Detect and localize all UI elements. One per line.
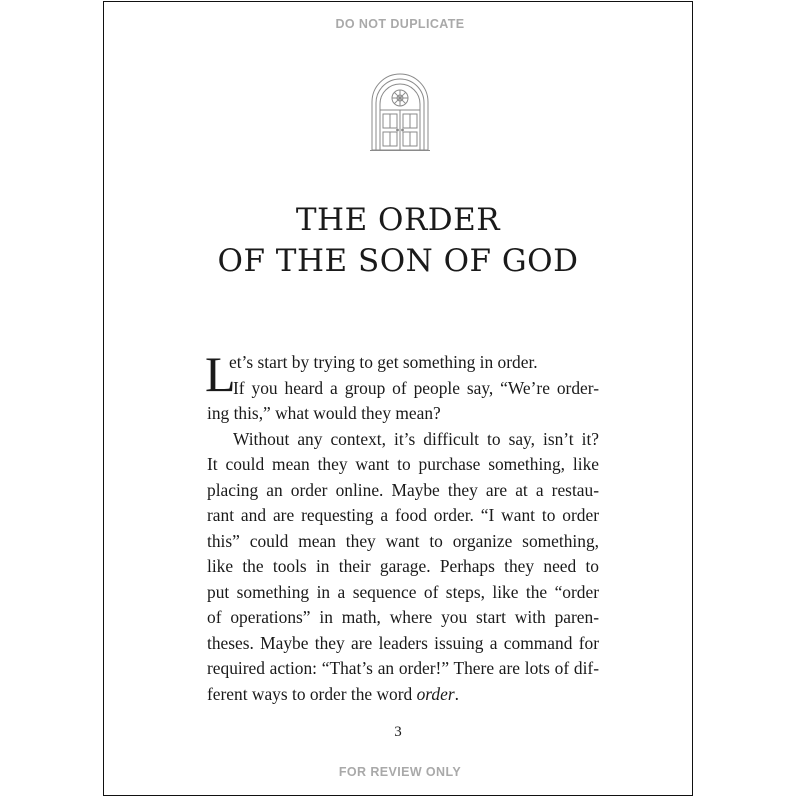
chapter-body-text bbox=[205, 346, 599, 707]
body-line: this” could mean they want to organize something, bbox=[207, 530, 599, 551]
italic-word: order bbox=[416, 683, 455, 704]
body-line: required action: “That’s an order!” There are lots of dif- bbox=[207, 658, 599, 678]
body-line: of operations” in math, where you start with paren- bbox=[207, 607, 599, 627]
body-line: like the tools in their garage. Perhaps they need to bbox=[207, 556, 599, 576]
body-line: placing an order online. Maybe they are at a restau- bbox=[207, 479, 599, 500]
body-line-text: . bbox=[454, 683, 459, 704]
arched-church-door-icon bbox=[368, 70, 432, 152]
body-line: theses. Maybe they are leaders issuing a command for bbox=[207, 632, 599, 653]
chapter-title bbox=[103, 200, 693, 282]
body-line: rant and are requesting a food order. “I want to order bbox=[207, 505, 599, 525]
body-line: put something in a sequence of steps, like the “order bbox=[207, 581, 599, 602]
body-line-last bbox=[207, 682, 599, 708]
chapter-title-line-2: OF THE SON OF GOD bbox=[217, 243, 579, 279]
page-number: 3 bbox=[394, 724, 402, 740]
body-line: Without any context, it’s difficult to say, isn’t it? bbox=[233, 428, 599, 449]
watermark-bottom: FOR REVIEW ONLY bbox=[338, 765, 462, 779]
watermark-top: DO NOT DUPLICATE bbox=[335, 17, 465, 31]
body-line-text: ferent ways to order the word bbox=[207, 683, 417, 704]
body-line: It could mean they want to purchase something, like bbox=[207, 454, 599, 474]
body-line-text: et’s start by trying to get something in order. bbox=[229, 352, 538, 372]
body-line: ing this,” what would they mean? bbox=[207, 403, 441, 423]
drop-cap-letter: L bbox=[205, 346, 236, 402]
chapter-title-line-1: THE ORDER bbox=[295, 202, 501, 238]
body-line: If you heard a group of people say, “We’re order- bbox=[233, 377, 599, 398]
